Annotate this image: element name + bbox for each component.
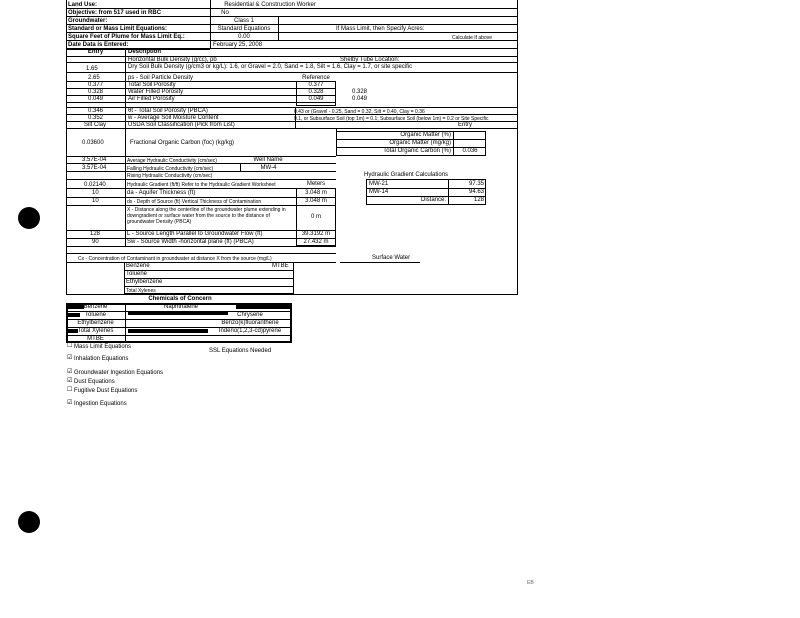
mass-limit-acres-label: If Mass Limit, then Specify Acres: [336, 26, 425, 32]
description-column-header: Description [128, 49, 162, 55]
source-depth-desc: ds - Depth of Source (ft) Vertical Thickness of Contamination [127, 199, 262, 205]
bulk-density-entry[interactable]: 1.65 [86, 66, 98, 72]
total-porosity-entry[interactable]: 0.377 [88, 82, 104, 88]
rising-conductivity-desc: Rising Hydraulic Conductivity (cm/sec) [127, 173, 213, 179]
gradient-mw21-value[interactable]: 97.35 [468, 181, 484, 187]
mass-limit-checkbox[interactable]: ☐ [67, 343, 73, 349]
gradient-mw21-label: MW-21 [369, 181, 389, 187]
total-porosity-desc: Total Soil Porosity [128, 82, 176, 88]
well-name-header: Well Name [253, 157, 283, 163]
chem-ethylbenzene[interactable]: Ethylbenzene [77, 320, 114, 326]
moisture-entry[interactable]: 0.352 [88, 115, 104, 121]
hydraulic-gradient-desc: Hydraulic Gradient (ft/ft) Refer to the Hydraulic Gradient Worksheet [127, 182, 276, 188]
source-width-entry[interactable]: 90 [92, 239, 99, 245]
aquifer-thickness-entry[interactable]: 10 [92, 190, 99, 196]
source-depth-m: 3.048 m [305, 198, 327, 204]
surface-water-label: Surface Water [372, 255, 411, 261]
objective-value[interactable]: No [221, 10, 229, 16]
dry-bulk-density-desc: Dry Soil Bulk Density (g/cm3 or kg/L): 1.6, or Gravel = 2.0, Sand = 1.8, Silt = 1.6, Clay = 1.7, or site specific [128, 64, 413, 70]
chemicals-title: Chemicals of Concern [148, 296, 212, 302]
equations-value[interactable]: Standard Equations [217, 26, 271, 32]
ingestion-checkbox[interactable]: ☑ [67, 400, 73, 406]
source-width-desc: Sw - Source Width -horizontal plane (ft) (PBCA) [127, 239, 254, 245]
chem-total-xylenes[interactable]: Total Xylenes [77, 328, 114, 334]
land-use-value[interactable]: Residential & Construction Worker [224, 2, 316, 8]
conc-ethylbenzene: Ethylbenzene [126, 279, 163, 285]
hydraulic-gradient-entry[interactable]: 0.02140 [84, 182, 106, 188]
avg-conductivity-desc: Average Hydraulic Conductivity (cm/sec) [127, 158, 217, 164]
groundwater-value[interactable]: Class 1 [233, 18, 254, 24]
particle-density-entry[interactable]: 2.65 [88, 75, 100, 81]
soil-class-entry[interactable]: Silt Clay [84, 122, 107, 128]
total-porosity-ref: 0.377 [308, 82, 324, 88]
particle-density-desc: ps - Soil Particle Density [128, 75, 194, 81]
square-feet-label: Square Feet of Plume for Mass Limit Eq.: [68, 34, 185, 40]
moisture-desc: w - Average Soil Moisture Content [128, 115, 219, 121]
conc-benzene: Benzene [126, 263, 150, 269]
ingestion-option[interactable]: Ingestion Equations [74, 401, 127, 407]
total-soil-porosity-desc: θt - Total Soil Porosity (PBCA) [128, 108, 208, 114]
toc-value[interactable]: 0.036 [462, 148, 478, 154]
water-porosity-ref: 0.328 [308, 89, 324, 95]
calculate-note: Calculate If above [452, 35, 493, 41]
gradient-calc-title: Hydraulic Gradient Calculations [364, 172, 449, 178]
mass-limit-option[interactable]: Mass Limit Equations [74, 344, 132, 350]
inhalation-checkbox[interactable]: ☑ [67, 355, 73, 361]
inhalation-option[interactable]: Inhalation Equations [74, 356, 129, 362]
naphthalene-bar-2 [236, 305, 290, 309]
foc-desc: Fractional Organic Carbon (foc) (kg/kg) [130, 140, 235, 146]
bulk-density-desc: Horizontal Bulk Density (g/cc), pb [128, 57, 217, 63]
gw-ingestion-checkbox[interactable]: ☑ [67, 369, 73, 375]
moisture-note: 0.1, or Subsurface Soil (top 1m) = 0.1; Subsurface Soil (below 1m) = 0.2 or Site Specific [294, 116, 489, 122]
punch-hole-top [18, 207, 40, 229]
chem-indeno-pyrene[interactable]: Indeno(1,2,3-cd)pyrene [218, 328, 282, 334]
conc-toluene: Toluene [126, 271, 148, 277]
source-length-desc: L - Source Length Parallel to Groundwater Flow (ft) [127, 231, 263, 237]
chem-benzo-fluoranthene[interactable]: Benzo(k)fluoranthene [221, 320, 279, 326]
aquifer-thickness-m: 3.048 m [305, 190, 327, 196]
conc-xylenes: Total Xylenes [126, 288, 156, 294]
air-porosity-desc: Air Filled Porosity [128, 96, 175, 102]
total-soil-porosity-note: 0.43 or (Gravel - 0.25, Sand = 0.32, Silt = 0.40, Clay = 0.36 [294, 109, 425, 115]
chem-mtbe[interactable]: MTBE [87, 336, 104, 342]
land-use-label: Land Use: [68, 2, 98, 8]
ssl-equations-needed: SSL Equations Needed [209, 348, 272, 354]
air-porosity-ref: 0.049 [308, 96, 324, 102]
objective-label: Objective: from 517 used in RBC [68, 10, 162, 16]
air-porosity-entry[interactable]: 0.049 [88, 96, 104, 102]
conc-mtbe: MTBE [272, 263, 289, 269]
soil-class-desc: USDA Soil Classification (Pick from List) [128, 122, 235, 128]
chem-chrysene[interactable]: Chrysene [237, 312, 263, 318]
dust-option[interactable]: Dust Equations [74, 379, 115, 385]
air-porosity-ref2: 0.049 [352, 96, 368, 102]
gw-ingestion-option[interactable]: Groundwater Ingestion Equations [74, 370, 164, 376]
organic-matter-mgkg-label: Organic Matter (mg/kg) [389, 140, 451, 146]
equations-label: Standard or Mass Limit Equations: [68, 26, 168, 32]
well-name-value[interactable]: MW-4 [260, 165, 277, 171]
indeno-bar [128, 329, 208, 333]
page-marker: EB [527, 580, 534, 586]
foc-entry[interactable]: 0.03600 [82, 140, 104, 146]
water-porosity-entry[interactable]: 0.328 [88, 89, 104, 95]
source-length-entry[interactable]: 128 [90, 231, 101, 237]
fugitive-dust-checkbox[interactable]: ☐ [67, 387, 73, 393]
organic-matter-pct-label: Organic Matter (%) [400, 132, 451, 138]
dust-checkbox[interactable]: ☑ [67, 378, 73, 384]
aquifer-thickness-desc: da - Aquifer Thickness (ft) [127, 190, 196, 196]
punch-hole-bottom [18, 511, 40, 533]
source-depth-entry[interactable]: 10 [92, 198, 99, 204]
fugitive-dust-option[interactable]: Fugitive Dust Equations [74, 388, 138, 394]
shelby-tube-label: Shelby Tube Location: [340, 57, 400, 63]
chem-naphthalene[interactable]: Naphthalene [163, 304, 199, 310]
reference-header: Reference [302, 75, 330, 81]
distance-x-m: 0 m [310, 214, 321, 220]
chem-toluene[interactable]: Toluene [84, 312, 107, 318]
gradient-mw14-value[interactable]: 94.63 [468, 189, 484, 195]
date-value[interactable]: February 25, 2008 [213, 42, 263, 48]
total-soil-porosity-entry[interactable]: 0.346 [88, 108, 104, 114]
square-feet-value[interactable]: 0.00 [238, 34, 250, 40]
falling-conductivity-desc: Falling Hydraulic Conductivity (cm/sec) [127, 166, 214, 172]
falling-conductivity-entry[interactable]: 3.57E-04 [82, 165, 107, 171]
water-porosity-ref2: 0.328 [352, 89, 368, 95]
entry-right-header: Entry [458, 122, 473, 128]
avg-conductivity-entry[interactable]: 3.57E-04 [82, 157, 107, 163]
source-width-m: 27.432 m [303, 239, 329, 245]
gradient-distance-value[interactable]: 128 [473, 197, 484, 203]
entry-column-header: Entry [87, 49, 104, 55]
gradient-distance-label: Distance: [420, 197, 446, 203]
meters-header: Meters [306, 181, 326, 187]
distance-x-desc: X - Distance along the centerline of the groundwater plume extending in downgradient or surface water from the source to the distance of groundwater Density (PBCA) [127, 207, 286, 225]
groundwater-label: Groundwater: [68, 18, 108, 24]
source-length-m: 39.3192 m [301, 231, 331, 237]
date-label: Date Data is Entered: [68, 42, 129, 48]
concentration-label: Cx - Concentration of Contaminant in groundwater at distance X from the source (mg/L) [78, 256, 272, 262]
chem-benzene[interactable]: Benzene [83, 304, 108, 310]
water-porosity-desc: Water Filled Porosity [128, 89, 184, 95]
gradient-mw14-label: MW-14 [369, 189, 389, 195]
toc-label: Total Organic Carbon (%) [383, 148, 451, 154]
